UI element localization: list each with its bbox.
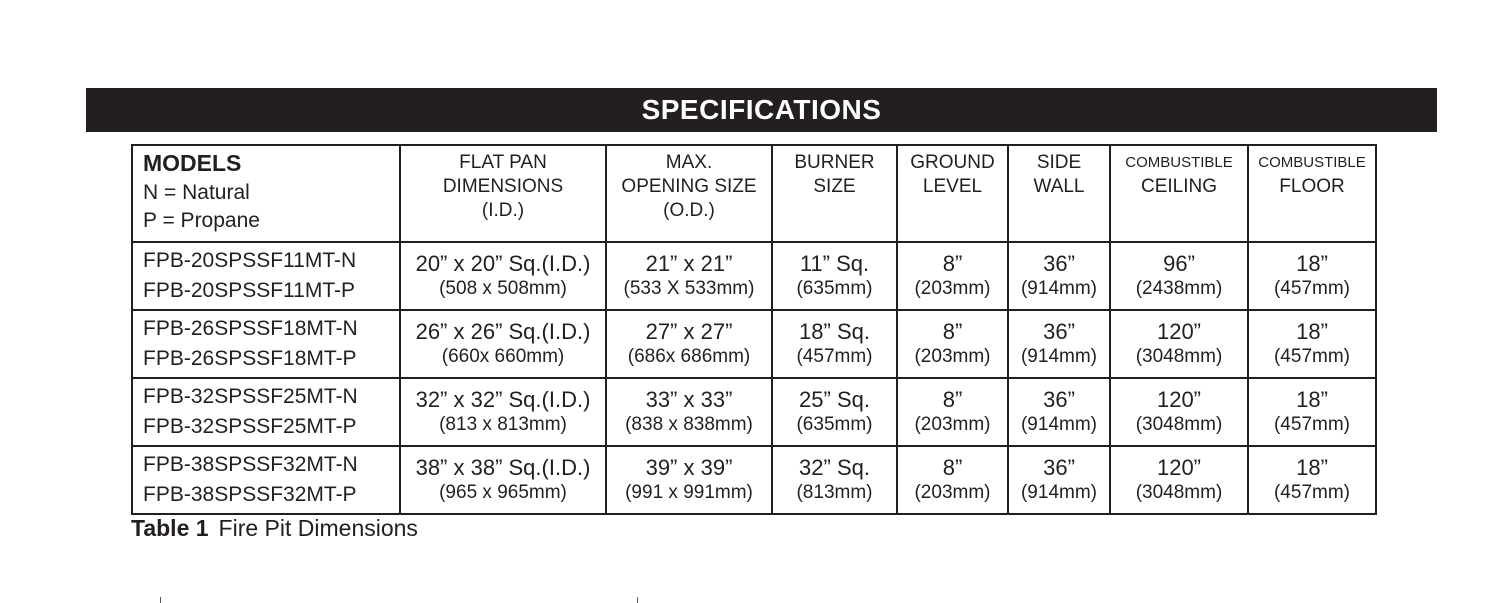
caption-label: Table 1 (131, 515, 209, 541)
table-row (132, 242, 1376, 310)
header-ground-level (897, 145, 1008, 242)
flat-pan-cell (400, 378, 606, 446)
ceiling-metric: (3048mm) (1135, 346, 1223, 367)
model-natural: FPB-32SPSSF25MT-N (143, 385, 358, 408)
burner-cell (772, 310, 897, 378)
burner-metric: (635mm) (796, 278, 873, 299)
opening-value: 39” x 39” (645, 455, 733, 480)
table-caption (131, 515, 418, 542)
ground-cell (897, 242, 1008, 310)
floor-value: 18” (1296, 319, 1328, 344)
table-row (132, 446, 1376, 514)
floor-cell (1248, 378, 1376, 446)
specifications-banner: SPECIFICATIONS (86, 88, 1437, 132)
floor-metric: (457mm) (1273, 278, 1350, 299)
ceiling-cell (1110, 242, 1248, 310)
ground-metric: (203mm) (914, 482, 991, 503)
header-burner-line2: SIZE (813, 176, 856, 197)
floor-cell (1248, 446, 1376, 514)
opening-value: 21” x 21” (645, 251, 733, 276)
flat-pan-metric: (965 x 965mm) (439, 482, 567, 503)
burner-cell (772, 446, 897, 514)
ceiling-metric: (2438mm) (1135, 278, 1223, 299)
opening-metric: (686x 686mm) (627, 346, 751, 367)
floor-cell (1248, 310, 1376, 378)
header-max-opening-line1: MAX. (665, 152, 713, 173)
ground-cell (897, 446, 1008, 514)
flat-pan-value: 20” x 20” Sq.(I.D.) (415, 251, 591, 276)
flat-pan-metric: (813 x 813mm) (439, 414, 567, 435)
ground-metric: (203mm) (914, 414, 991, 435)
burner-value: 32” Sq. (799, 455, 870, 480)
burner-metric: (813mm) (796, 482, 873, 503)
edge-mark (160, 597, 161, 603)
burner-value: 11” Sq. (799, 251, 870, 276)
header-models-natural: N = Natural (143, 181, 250, 204)
model-propane: FPB-26SPSSF18MT-P (143, 347, 357, 370)
opening-metric: (838 x 838mm) (625, 414, 753, 435)
header-max-opening (606, 145, 772, 242)
model-natural: FPB-38SPSSF32MT-N (143, 453, 358, 476)
header-combustible-ceiling (1110, 145, 1248, 242)
side-metric: (914mm) (1020, 346, 1097, 367)
side-value: 36” (1043, 319, 1075, 344)
specifications-table (131, 144, 1377, 515)
header-side-wall (1008, 145, 1110, 242)
caption-text: Fire Pit Dimensions (218, 515, 418, 541)
ceiling-cell (1110, 310, 1248, 378)
flat-pan-value: 32” x 32” Sq.(I.D.) (415, 387, 591, 412)
opening-cell (606, 446, 772, 514)
model-propane: FPB-38SPSSF32MT-P (143, 483, 357, 506)
table-row (132, 378, 1376, 446)
ceiling-value: 120” (1156, 387, 1202, 412)
model-natural: FPB-20SPSSF11MT-N (143, 249, 357, 272)
burner-cell (772, 242, 897, 310)
opening-cell (606, 378, 772, 446)
header-flat-pan-line2: DIMENSIONS (442, 176, 564, 197)
flat-pan-value: 26” x 26” Sq.(I.D.) (415, 319, 591, 344)
side-value: 36” (1043, 455, 1075, 480)
side-cell (1008, 378, 1110, 446)
model-propane: FPB-32SPSSF25MT-P (143, 415, 357, 438)
edge-mark (637, 597, 638, 603)
opening-metric: (991 x 991mm) (625, 482, 753, 503)
header-side-line1: SIDE (1036, 152, 1082, 173)
floor-metric: (457mm) (1273, 482, 1350, 503)
burner-value: 25” Sq. (799, 387, 870, 412)
side-metric: (914mm) (1020, 482, 1097, 503)
ceiling-value: 120” (1156, 319, 1202, 344)
ground-cell (897, 310, 1008, 378)
model-natural: FPB-26SPSSF18MT-N (143, 317, 358, 340)
side-cell (1008, 446, 1110, 514)
floor-cell (1248, 242, 1376, 310)
header-floor-line1: COMBUSTIBLE (1258, 154, 1366, 171)
flat-pan-metric: (508 x 508mm) (439, 278, 567, 299)
model-cell (132, 310, 400, 378)
model-cell (132, 446, 400, 514)
burner-cell (772, 378, 897, 446)
header-ground-line2: LEVEL (922, 176, 983, 197)
side-cell (1008, 242, 1110, 310)
header-max-opening-line3: (O.D.) (663, 200, 715, 221)
ground-cell (897, 378, 1008, 446)
ground-value: 8” (942, 251, 963, 276)
model-propane: FPB-20SPSSF11MT-P (143, 279, 356, 302)
ceiling-metric: (3048mm) (1135, 414, 1223, 435)
ground-metric: (203mm) (914, 346, 991, 367)
ground-value: 8” (942, 387, 963, 412)
header-burner-line1: BURNER (794, 152, 875, 173)
burner-metric: (635mm) (796, 414, 873, 435)
ground-metric: (203mm) (914, 278, 991, 299)
opening-cell (606, 310, 772, 378)
header-flat-pan (400, 145, 606, 242)
flat-pan-cell (400, 310, 606, 378)
floor-value: 18” (1296, 251, 1328, 276)
ceiling-cell (1110, 446, 1248, 514)
header-max-opening-line2: OPENING SIZE (621, 176, 757, 197)
side-value: 36” (1043, 251, 1075, 276)
floor-value: 18” (1296, 387, 1328, 412)
opening-metric: (533 X 533mm) (623, 278, 755, 299)
ceiling-value: 120” (1156, 455, 1202, 480)
header-ceiling-line2: CEILING (1140, 176, 1218, 197)
floor-value: 18” (1296, 455, 1328, 480)
floor-metric: (457mm) (1273, 414, 1350, 435)
table-row (132, 310, 1376, 378)
header-models (132, 145, 400, 242)
ground-value: 8” (942, 455, 963, 480)
burner-metric: (457mm) (796, 346, 873, 367)
header-floor-line2: FLOOR (1279, 176, 1345, 197)
side-cell (1008, 310, 1110, 378)
page-edge-marks (0, 597, 1511, 603)
flat-pan-cell (400, 446, 606, 514)
flat-pan-value: 38” x 38” Sq.(I.D.) (415, 455, 591, 480)
header-models-title: MODELS (143, 150, 242, 176)
opening-value: 27” x 27” (645, 319, 733, 344)
header-combustible-floor (1248, 145, 1376, 242)
side-metric: (914mm) (1020, 414, 1097, 435)
header-models-propane: P = Propane (143, 209, 260, 232)
side-value: 36” (1043, 387, 1075, 412)
header-flat-pan-line1: FLAT PAN (459, 152, 547, 173)
floor-metric: (457mm) (1273, 346, 1350, 367)
header-ceiling-line1: COMBUSTIBLE (1125, 154, 1233, 171)
header-side-line2: WALL (1033, 176, 1085, 197)
header-row (132, 145, 1376, 242)
header-flat-pan-line3: (I.D.) (481, 200, 525, 221)
model-cell (132, 378, 400, 446)
ground-value: 8” (942, 319, 963, 344)
flat-pan-cell (400, 242, 606, 310)
burner-value: 18” Sq. (799, 319, 870, 344)
ceiling-metric: (3048mm) (1135, 482, 1223, 503)
side-metric: (914mm) (1020, 278, 1097, 299)
ceiling-value: 96” (1163, 251, 1195, 276)
flat-pan-metric: (660x 660mm) (441, 346, 565, 367)
opening-value: 33” x 33” (645, 387, 733, 412)
ceiling-cell (1110, 378, 1248, 446)
header-burner-size (772, 145, 897, 242)
model-cell (132, 242, 400, 310)
header-ground-line1: GROUND (910, 152, 995, 173)
opening-cell (606, 242, 772, 310)
